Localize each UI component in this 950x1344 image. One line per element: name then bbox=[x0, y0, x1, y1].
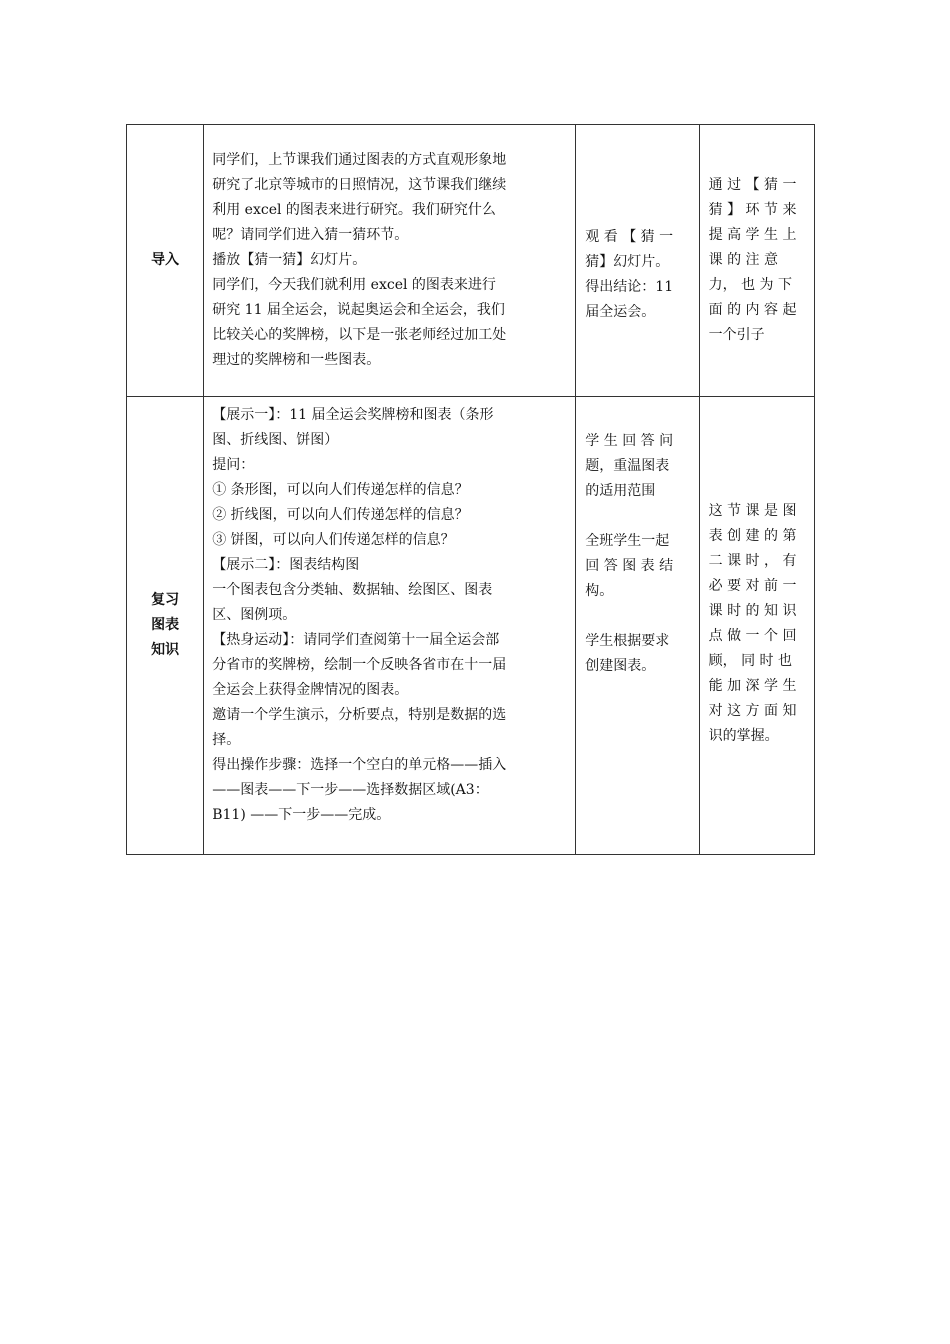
student-line: 得出结论：11 bbox=[585, 279, 674, 295]
lesson-plan-table bbox=[126, 124, 815, 855]
teacher-line: 得出操作步骤：选择一个空白的单元格——插入 bbox=[212, 757, 507, 773]
stage-label: 导入 bbox=[151, 252, 180, 268]
stage-cell-intro bbox=[127, 125, 204, 397]
intent-line: 对 这 方 面 知 bbox=[708, 703, 797, 719]
stage-label: 复习 bbox=[151, 592, 180, 608]
spacer bbox=[585, 504, 692, 529]
teacher-line: 全运会上获得金牌情况的图表。 bbox=[212, 682, 409, 698]
intent-line: 识的掌握。 bbox=[708, 728, 779, 744]
intent-line: 课 时 的 知 识 bbox=[708, 603, 797, 619]
teacher-line: 区、图例项。 bbox=[212, 607, 297, 623]
intent-line: 课 的 注 意 bbox=[708, 252, 778, 268]
intent-line: 面 的 内 容 起 bbox=[708, 302, 797, 318]
teacher-line: 图、折线图、饼图） bbox=[212, 432, 339, 448]
teacher-line: 【展示二】：图表结构图 bbox=[212, 557, 360, 573]
student-line: 回 答 图 表 结 bbox=[585, 558, 674, 574]
stage-cell-review bbox=[127, 397, 204, 855]
stage-label: 知识 bbox=[151, 642, 180, 658]
table-row-intro bbox=[127, 125, 815, 397]
teacher-line: 【展示一】：11 届全运会奖牌榜和图表（条形 bbox=[212, 407, 494, 423]
student-line: 创建图表。 bbox=[585, 658, 656, 674]
teacher-line: 研究 11 届全运会，说起奥运会和全运会，我们 bbox=[212, 302, 505, 318]
student-line: 全班学生一起 bbox=[585, 533, 670, 549]
teacher-line: ——图表——下一步——选择数据区域(A3： bbox=[212, 782, 489, 798]
teacher-line: 提问： bbox=[212, 457, 255, 473]
teacher-line: 利用 excel 的图表来进行研究。我们研究什么 bbox=[212, 202, 496, 218]
intent-line: 力， 也 为 下 bbox=[708, 277, 792, 293]
stage-label: 图表 bbox=[151, 617, 180, 633]
teacher-line: 同学们，今天我们就利用 excel 的图表来进行 bbox=[212, 277, 496, 293]
intent-line: 这 节 课 是 图 bbox=[708, 503, 797, 519]
intent-line: 猜 】 环 节 来 bbox=[708, 202, 797, 218]
spacer bbox=[585, 604, 692, 629]
student-activity-cell bbox=[576, 397, 699, 855]
teacher-line: ② 折线图，可以向人们传递怎样的信息？ bbox=[212, 507, 469, 523]
teacher-line: 理过的奖牌榜和一些图表。 bbox=[212, 352, 381, 368]
intent-line: 顾， 同 时 也 bbox=[708, 653, 792, 669]
student-line: 届全运会。 bbox=[585, 304, 656, 320]
intent-line: 表 创 建 的 第 bbox=[708, 528, 797, 544]
student-line: 构。 bbox=[585, 583, 614, 599]
teacher-line: 【热身运动】：请同学们查阅第十一届全运会部 bbox=[212, 632, 500, 648]
student-line: 猜】幻灯片。 bbox=[585, 254, 670, 270]
teacher-line: ③ 饼图，可以向人们传递怎样的信息？ bbox=[212, 532, 455, 548]
teacher-line: 一个图表包含分类轴、数据轴、绘图区、图表 bbox=[212, 582, 493, 598]
intent-line: 必 要 对 前 一 bbox=[708, 578, 797, 594]
student-line: 学 生 回 答 问 bbox=[585, 433, 674, 449]
teacher-activity-cell bbox=[204, 125, 576, 397]
intent-line: 二 课 时 ， 有 bbox=[708, 553, 797, 569]
intent-line: 一个引子 bbox=[708, 327, 765, 343]
intent-line: 通 过 【 猜 一 bbox=[708, 177, 797, 193]
student-line: 的适用范围 bbox=[585, 483, 656, 499]
student-line: 观 看 【 猜 一 bbox=[585, 229, 674, 245]
teacher-line: B11) ——下一步——完成。 bbox=[212, 807, 391, 823]
student-line: 学生根据要求 bbox=[585, 633, 670, 649]
teacher-line: 邀请一个学生演示，分析要点，特别是数据的选 bbox=[212, 707, 507, 723]
teacher-line: ① 条形图，可以向人们传递怎样的信息？ bbox=[212, 482, 469, 498]
teacher-line: 播放【猜一猜】幻灯片。 bbox=[212, 252, 367, 268]
student-line: 题，重温图表 bbox=[585, 458, 670, 474]
teacher-line: 比较关心的奖牌榜，以下是一张老师经过加工处 bbox=[212, 327, 507, 343]
intent-line: 点 做 一 个 回 bbox=[708, 628, 797, 644]
teacher-line: 研究了北京等城市的日照情况，这节课我们继续 bbox=[212, 177, 507, 193]
student-activity-cell bbox=[576, 125, 699, 397]
table-row-review bbox=[127, 397, 815, 855]
teacher-line: 分省市的奖牌榜，绘制一个反映各省市在十一届 bbox=[212, 657, 507, 673]
teacher-activity-cell bbox=[204, 397, 576, 855]
design-intent-cell bbox=[699, 125, 814, 397]
design-intent-cell bbox=[699, 397, 814, 855]
intent-line: 能 加 深 学 生 bbox=[708, 678, 797, 694]
teacher-line: 呢？请同学们进入猜一猜环节。 bbox=[212, 227, 409, 243]
teacher-line: 同学们，上节课我们通过图表的方式直观形象地 bbox=[212, 152, 507, 168]
intent-line: 提 高 学 生 上 bbox=[708, 227, 797, 243]
teacher-line: 择。 bbox=[212, 732, 241, 748]
